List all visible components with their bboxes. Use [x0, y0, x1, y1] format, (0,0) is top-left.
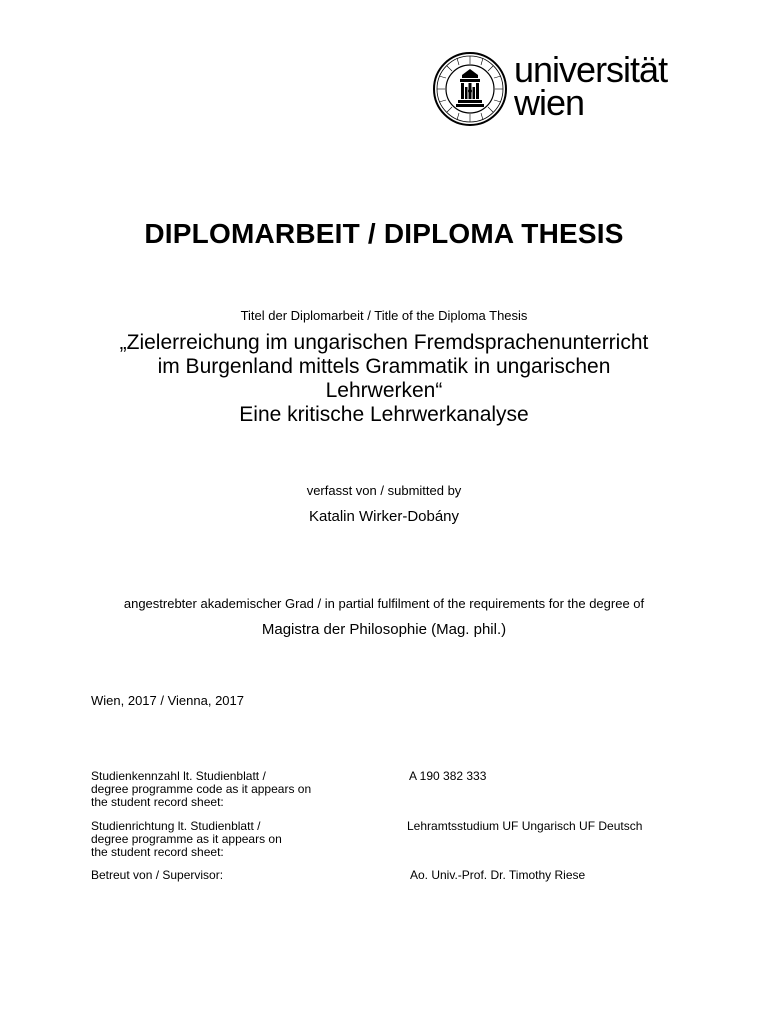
detail-label-line: Studienrichtung lt. Studienblatt /: [91, 819, 261, 833]
detail-value: Ao. Univ.-Prof. Dr. Timothy Riese: [410, 868, 586, 882]
place-date: Wien, 2017 / Vienna, 2017: [91, 693, 244, 708]
thesis-title-label: Titel der Diplomarbeit / Title of the Diploma Thesis: [240, 308, 528, 323]
detail-label-line: degree programme as it appears on: [91, 832, 282, 846]
wordmark-line-2: wien: [514, 82, 585, 123]
thesis-title-line: „Zielerreichung im ungarischen Fremdsprachenunterricht: [119, 331, 649, 354]
detail-label-line: degree programme code as it appears on: [91, 782, 312, 796]
university-seal-icon: [432, 51, 508, 127]
thesis-title-line: im Burgenland mittels Grammatik in ungarischen: [157, 355, 611, 378]
detail-value: A 190 382 333: [409, 769, 487, 783]
thesis-subtitle: Eine kritische Lehrwerkanalyse: [239, 403, 529, 426]
detail-label-line: Betreut von / Supervisor:: [91, 868, 224, 882]
page-title: DIPLOMARBEIT / DIPLOMA THESIS: [144, 218, 624, 249]
author-name: Katalin Wirker-Dobány: [308, 508, 460, 525]
detail-label: [91, 869, 391, 882]
university-logo: [432, 51, 704, 131]
detail-label: [91, 820, 391, 859]
thesis-title-line: Lehrwerken“: [325, 379, 443, 402]
degree-label: angestrebter akademischer Grad / in partial fulfilment of the requirements for the degree of: [123, 596, 645, 611]
detail-label-line: the student record sheet:: [91, 845, 224, 859]
detail-label-line: Studienkennzahl lt. Studienblatt /: [91, 769, 266, 783]
detail-label-line: the student record sheet:: [91, 795, 224, 809]
university-wordmark: [514, 49, 668, 123]
wordmark-line-1: universität: [514, 49, 668, 90]
detail-label: [91, 770, 391, 809]
degree-name: Magistra der Philosophie (Mag. phil.): [261, 621, 507, 638]
thesis-title: [0, 331, 768, 427]
author-label: verfasst von / submitted by: [306, 483, 462, 498]
detail-value: Lehramtsstudium UF Ungarisch UF Deutsch: [407, 819, 643, 833]
